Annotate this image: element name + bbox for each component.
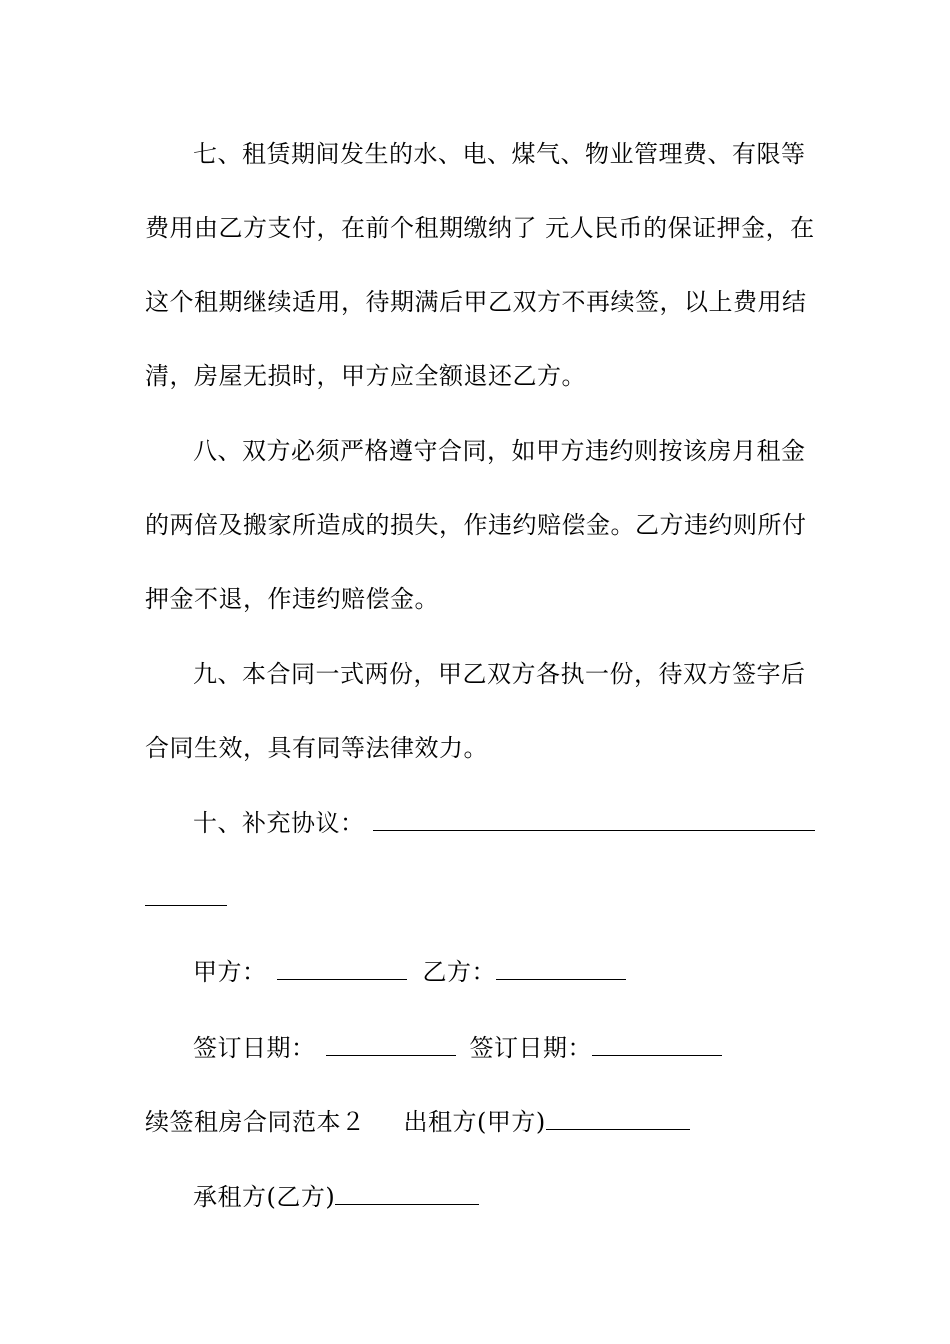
sample-2-title: 续签租房合同范本２ bbox=[145, 1108, 366, 1136]
party-signature-row bbox=[193, 958, 626, 986]
clause-9-line-2: 合同生效，具有同等法律效力。 bbox=[145, 734, 488, 762]
date-signature-row bbox=[193, 1034, 722, 1062]
date-b-blank[interactable] bbox=[592, 1035, 722, 1056]
supplementary-agreement-continuation bbox=[145, 884, 227, 912]
clause-9-line-1: 九、本合同一式两份，甲乙双方各执一份，待双方签字后 bbox=[193, 660, 806, 688]
clause-10-row bbox=[193, 809, 815, 837]
lessee-blank[interactable] bbox=[335, 1184, 479, 1205]
clause-8-line-1: 八、双方必须严格遵守合同，如甲方违约则按该房月租金 bbox=[193, 437, 806, 465]
date-b-label: 签订日期： bbox=[469, 1034, 592, 1062]
clause-7-line-3: 这个租期继续适用，待期满后甲乙双方不再续签，以上费用结 bbox=[145, 288, 807, 316]
date-a-label: 签订日期： bbox=[193, 1034, 316, 1062]
supplementary-agreement-label: 十、补充协议： bbox=[193, 809, 365, 837]
supplementary-agreement-blank[interactable] bbox=[373, 810, 815, 831]
clause-7-line-4: 清，房屋无损时，甲方应全额退还乙方。 bbox=[145, 362, 586, 390]
clause-8-line-2: 的两倍及搬家所造成的损失，作违约赔偿金。乙方违约则所付 bbox=[145, 511, 807, 539]
party-a-blank[interactable] bbox=[277, 959, 407, 980]
clause-7-line-2: 费用由乙方支付，在前个租期缴纳了 元人民币的保证押金，在 bbox=[145, 214, 815, 242]
party-a-label: 甲方： bbox=[193, 958, 267, 986]
clause-7-line-1: 七、租赁期间发生的水、电、煤气、物业管理费、有限等 bbox=[193, 140, 806, 168]
party-b-blank[interactable] bbox=[496, 959, 626, 980]
party-b-label: 乙方： bbox=[422, 958, 496, 986]
supplementary-agreement-blank-continued[interactable] bbox=[145, 885, 227, 906]
lessor-label: 出租方(甲方) bbox=[403, 1108, 546, 1136]
lessee-label: 承租方(乙方) bbox=[193, 1183, 336, 1211]
clause-8-line-3: 押金不退，作违约赔偿金。 bbox=[145, 585, 439, 613]
lessor-blank[interactable] bbox=[546, 1109, 690, 1130]
date-a-blank[interactable] bbox=[326, 1035, 456, 1056]
lessee-row bbox=[193, 1183, 479, 1211]
sample-2-row bbox=[145, 1108, 690, 1136]
